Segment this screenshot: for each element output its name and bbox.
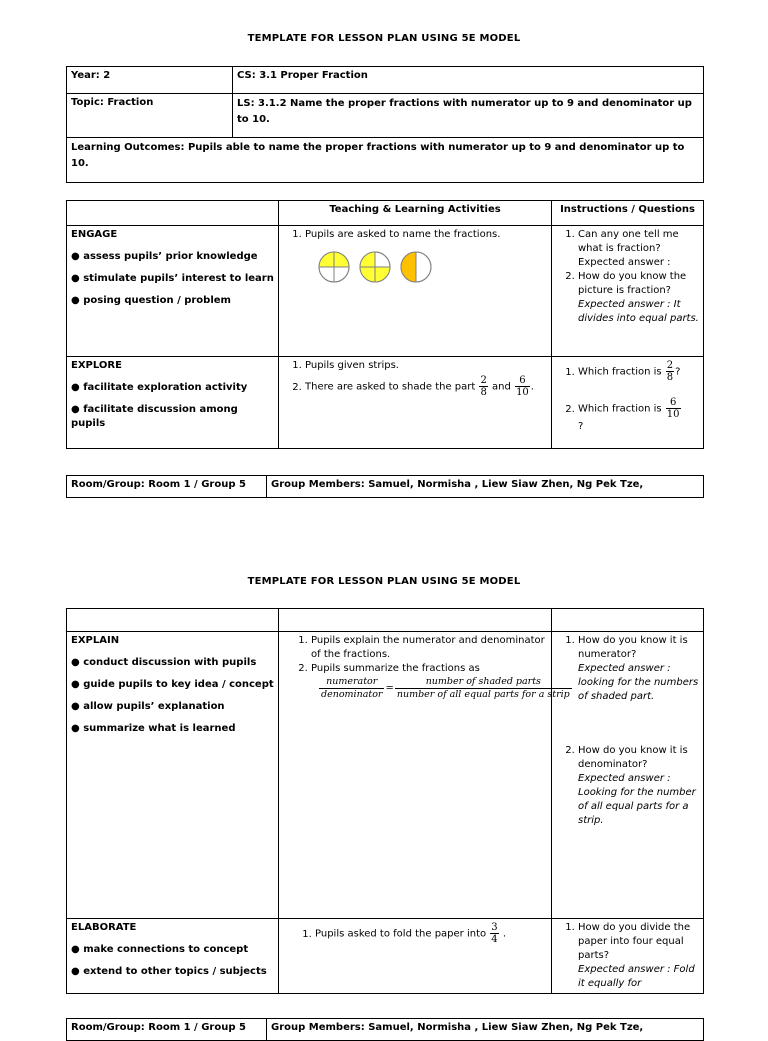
elaborate-activity-1-text: Pupils asked to fold the paper into <box>315 928 487 940</box>
formula-right <box>395 676 572 701</box>
engage-bullet-3: ● posing question / problem <box>71 295 231 306</box>
elaborate-bullet-1: ● make connections to concept <box>71 944 249 955</box>
fraction-2-8 <box>479 375 487 398</box>
summary-formula <box>319 676 570 701</box>
explain-questions-cell <box>552 632 704 919</box>
elaborate-question-1 <box>578 921 699 991</box>
elaborate-questions-cell <box>552 919 704 994</box>
footer-table-2 <box>66 1018 704 1041</box>
header-activities: Teaching & Learning Activities <box>279 201 552 226</box>
explain-label: EXPLAIN <box>71 635 120 646</box>
explore-bullet-1: ● facilitate exploration activity <box>71 382 248 393</box>
explore-bullet-2: ● facilitate discussion among pupils <box>71 404 238 429</box>
explore-label: EXPLORE <box>71 360 122 371</box>
denominator: 10 <box>666 409 680 420</box>
explore-activity-2 <box>305 375 547 398</box>
pie-half-picture <box>399 250 433 284</box>
year-cell: Year: 2 <box>67 67 233 94</box>
fraction-pictures <box>317 250 547 289</box>
numerator: 3 <box>491 922 498 933</box>
engage-question-2-text: How do you know the picture is fraction? <box>578 271 687 296</box>
equals-sign: = <box>385 682 394 694</box>
activities-table-1 <box>66 200 704 449</box>
denominator: 4 <box>491 934 498 945</box>
explore-question-2-text: Which fraction is <box>578 403 662 415</box>
formula-numerator: numerator <box>319 676 384 689</box>
fraction-6-10 <box>515 375 530 398</box>
denominator: 8 <box>480 387 487 398</box>
page-title: TEMPLATE FOR LESSON PLAN USING 5E MODEL <box>247 33 521 44</box>
explain-question-2-text: How do you know it is denominator? <box>578 745 688 770</box>
cs-cell: CS: 3.1 Proper Fraction <box>233 67 704 94</box>
engage-question-1 <box>578 228 699 270</box>
explain-bullet-4: ● summarize what is learned <box>71 723 236 734</box>
explore-question-2 <box>578 397 699 434</box>
learning-outcomes-cell: Learning Outcomes: Pupils able to name the proper fractions with numerator up to 9 and denominator up to 10. <box>67 138 704 183</box>
header-blank <box>67 609 279 632</box>
numerator: 6 <box>515 375 530 387</box>
explain-question-1 <box>578 634 699 704</box>
and-text: and <box>492 381 511 393</box>
engage-bullet-2: ● stimulate pupils’ interest to learn <box>71 273 274 284</box>
formula-denominator: denominator <box>321 689 383 700</box>
fraction-6-10 <box>666 397 681 420</box>
room-group-cell: Room/Group: Room 1 / Group 5 <box>67 476 267 498</box>
engage-bullet-1: ● assess pupils’ prior knowledge <box>71 251 258 262</box>
period: . <box>530 381 534 393</box>
elaborate-activities-cell <box>279 919 552 994</box>
formula-all-parts: number of all equal parts for a strip <box>396 689 570 700</box>
explain-question-1-text: How do you know it is numerator? <box>578 635 688 660</box>
fraction-3-4 <box>490 922 498 945</box>
denominator: 8 <box>666 372 674 383</box>
explore-question-1-text: Which fraction is <box>578 366 662 378</box>
activities-table-2 <box>66 608 704 994</box>
elaborate-question-1-text: How do you divide the paper into four equal parts? <box>578 922 691 961</box>
header-blank <box>67 201 279 226</box>
engage-question-2 <box>578 270 699 326</box>
explore-questions-cell <box>552 357 704 449</box>
formula-shaded-parts: number of shaded parts <box>395 676 572 689</box>
lesson-info-table <box>66 66 704 183</box>
room-group-cell: Room/Group: Room 1 / Group 5 <box>67 1019 267 1041</box>
explain-question-2-expected: Expected answer : Looking for the number of all equal parts for a strip. <box>578 773 696 826</box>
header-blank <box>279 609 552 632</box>
group-members-cell: Group Members: Samuel, Normisha , Liew Siaw Zhen, Ng Pek Tze, <box>267 476 704 498</box>
numerator: 6 <box>666 397 681 409</box>
group-members-cell: Group Members: Samuel, Normisha , Liew Siaw Zhen, Ng Pek Tze, <box>267 1019 704 1041</box>
pie-quarters-picture-1 <box>317 250 351 284</box>
engage-label: ENGAGE <box>71 229 118 240</box>
elaborate-stage-cell <box>67 919 279 994</box>
pie-shaded-part <box>401 252 416 282</box>
question-mark: ? <box>578 421 584 432</box>
elaborate-question-1-expected: Expected answer : Fold it equally for <box>578 964 695 989</box>
engage-activities-cell <box>279 226 552 357</box>
explain-bullet-1: ● conduct discussion with pupils <box>71 657 257 668</box>
explain-bullet-2: ● guide pupils to key idea / concept <box>71 679 274 690</box>
elaborate-label: ELABORATE <box>71 922 137 933</box>
engage-question-1-expected: Expected answer : <box>578 257 671 268</box>
explore-activity-2-text: There are asked to shade the part <box>305 381 476 393</box>
explain-activities-cell <box>279 632 570 919</box>
formula-left <box>319 676 384 701</box>
explain-activity-2-text: Pupils summarize the fractions as <box>311 663 480 674</box>
footer-table-1 <box>66 475 704 498</box>
period: . <box>502 928 507 940</box>
question-mark: ? <box>675 366 681 378</box>
topic-cell: Topic: Fraction <box>67 94 233 138</box>
explain-question-2 <box>578 744 699 828</box>
numerator: 2 <box>480 375 487 386</box>
denominator: 10 <box>516 387 529 398</box>
page-title-2: TEMPLATE FOR LESSON PLAN USING 5E MODEL <box>247 576 521 587</box>
explain-bullet-3: ● allow pupils’ explanation <box>71 701 225 712</box>
numerator: 2 <box>666 360 674 371</box>
ls-cell: LS: 3.1.2 Name the proper fractions with numerator up to 9 and denominator up to 10. <box>233 94 704 138</box>
explore-activity-1: 1. Pupils given strips. <box>305 359 547 373</box>
explore-activities-cell <box>279 357 552 449</box>
engage-stage-cell <box>67 226 279 357</box>
explain-question-1-expected: Expected answer : looking for the numbers of shaded part. <box>578 663 699 702</box>
engage-questions-cell <box>552 226 704 357</box>
explain-stage-cell <box>67 632 279 919</box>
fraction-2-8 <box>666 360 674 383</box>
engage-question-1-text: Can any one tell me what is fraction? <box>578 229 679 254</box>
explain-activity-1: 1. Pupils explain the numerator and denominator of the fractions. <box>311 634 547 662</box>
header-instructions: Instructions / Questions <box>552 201 704 226</box>
engage-activity-1: 1. Pupils are asked to name the fractions. <box>305 228 547 242</box>
explain-activity-2 <box>311 662 547 676</box>
elaborate-bullet-2: ● extend to other topics / subjects <box>71 966 267 977</box>
explore-question-1 <box>578 360 699 383</box>
header-blank <box>552 609 704 632</box>
engage-question-2-expected: Expected answer : It divides into equal parts. <box>578 299 699 324</box>
pie-quarters-picture-2 <box>358 250 392 284</box>
elaborate-activity-1 <box>315 922 547 945</box>
explore-stage-cell <box>67 357 279 449</box>
